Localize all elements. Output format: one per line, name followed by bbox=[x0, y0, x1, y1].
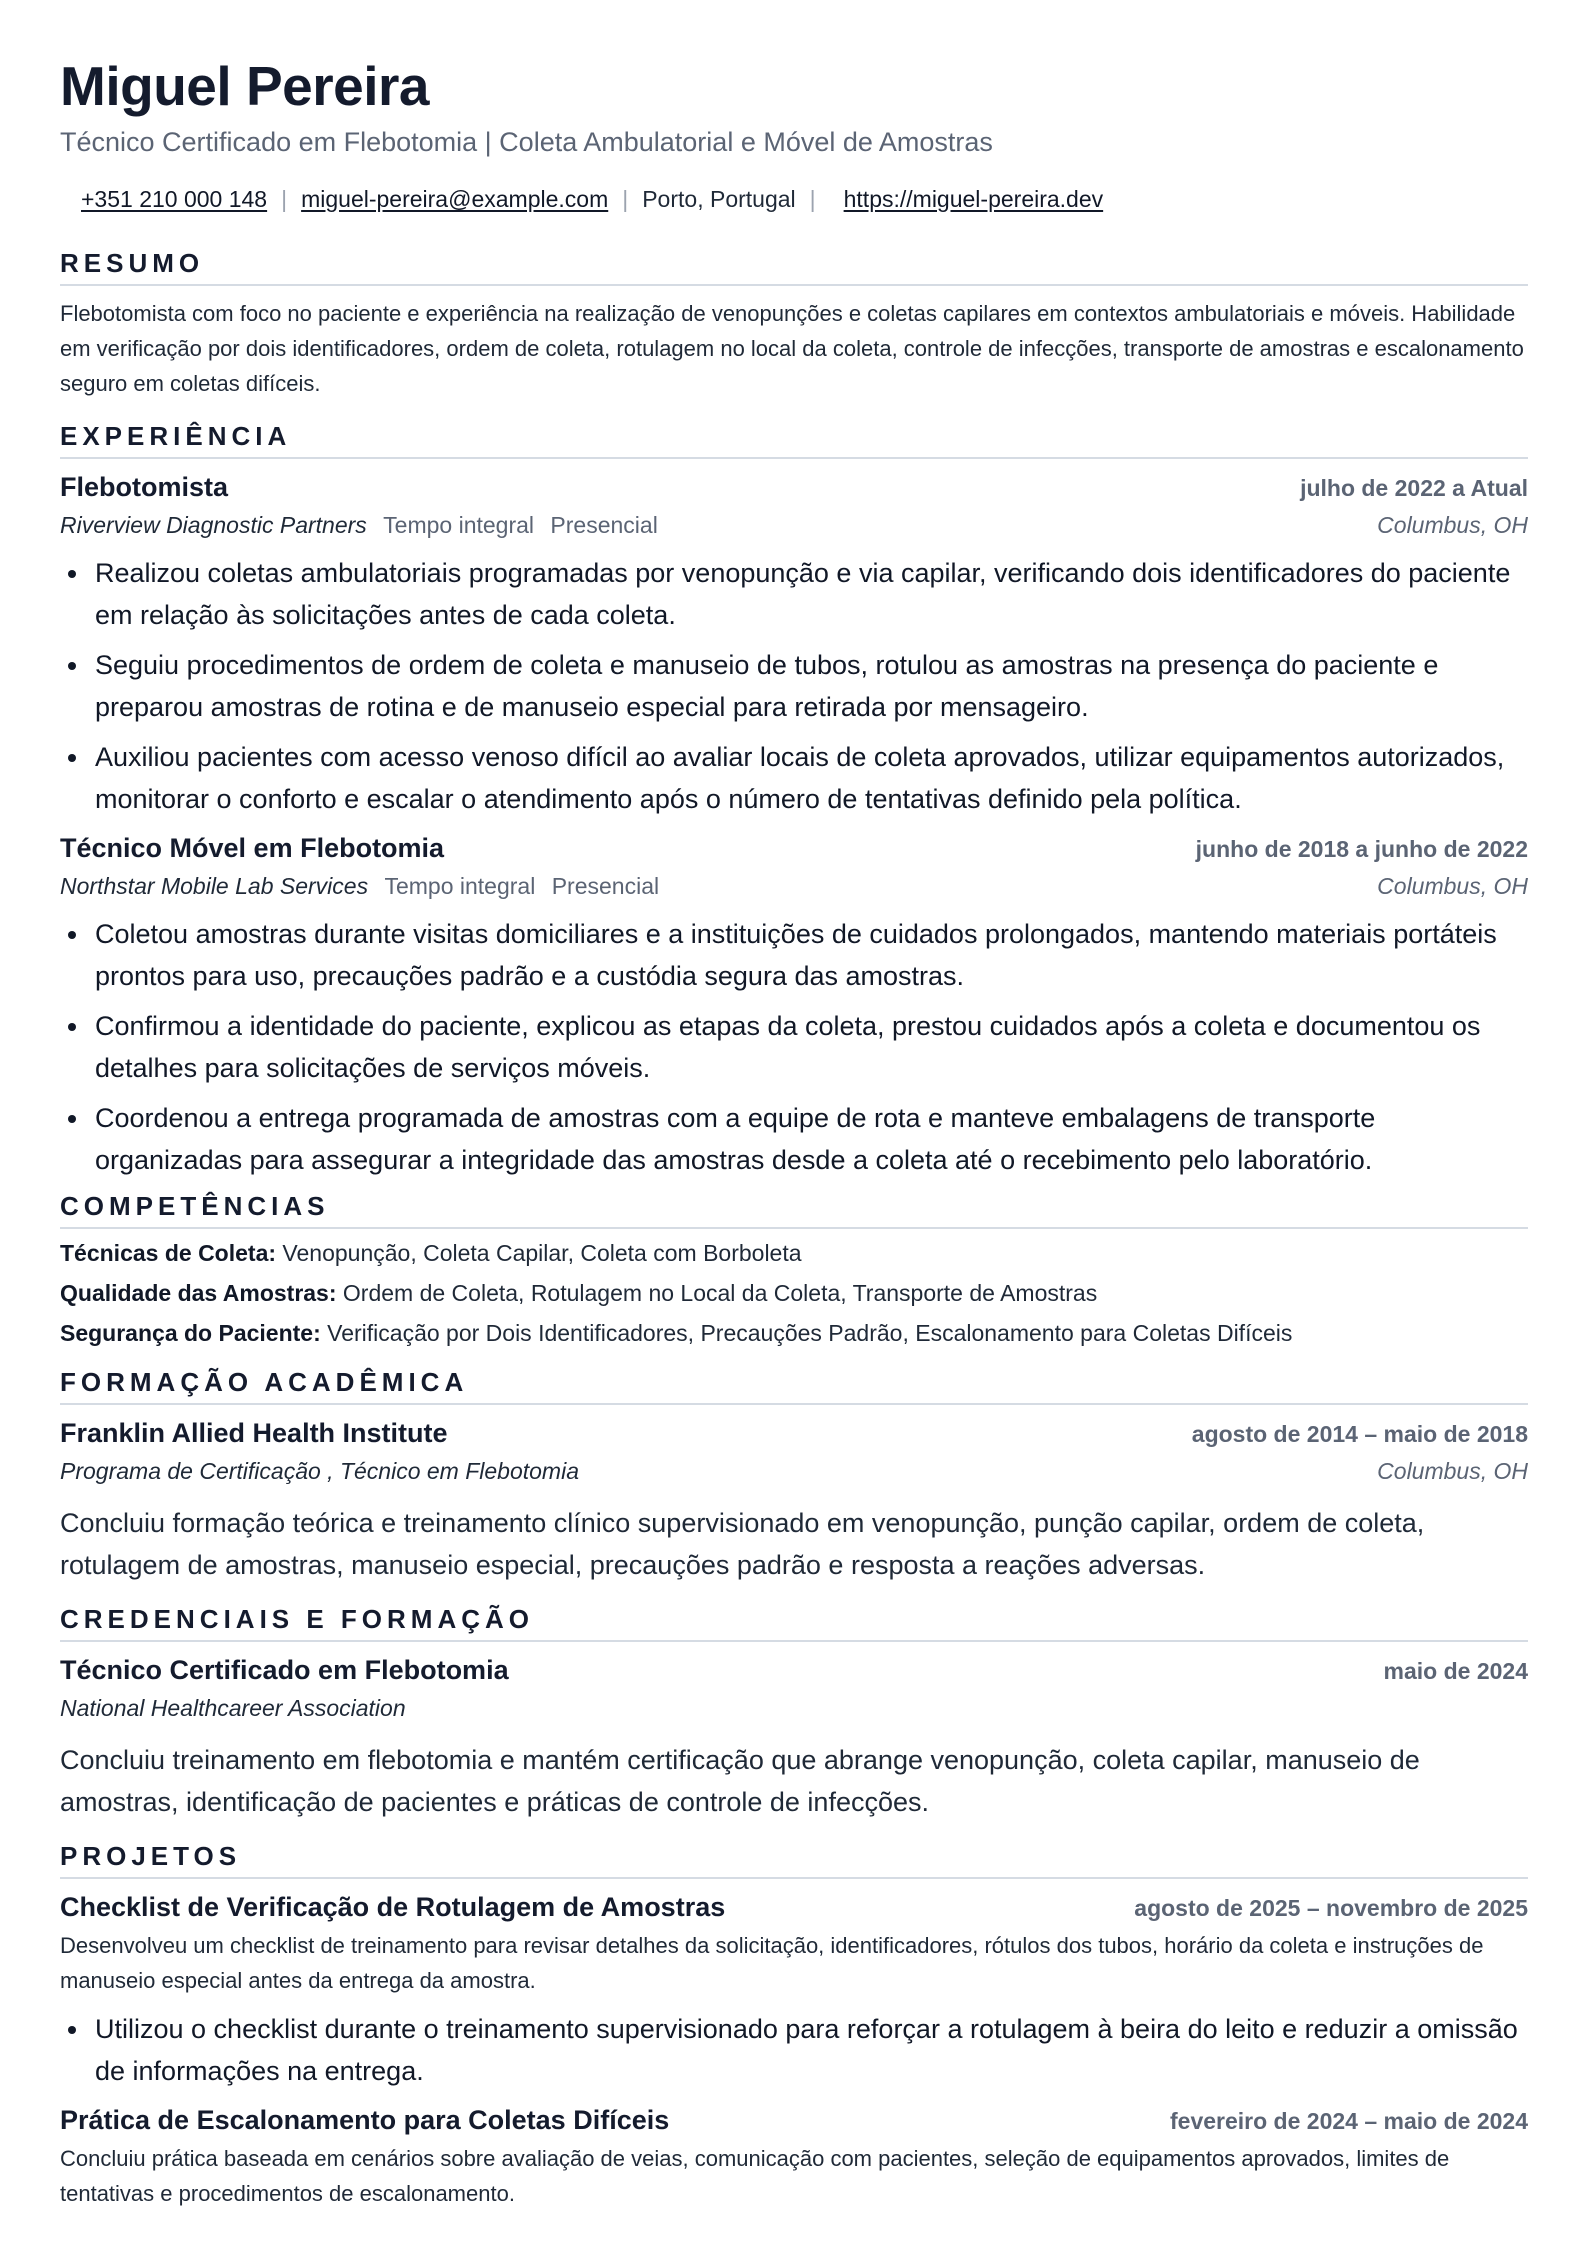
skill-row bbox=[60, 1233, 1528, 1273]
section-title-experience: EXPERIÊNCIA bbox=[60, 419, 1528, 459]
section-title-summary: RESUMO bbox=[60, 246, 1528, 286]
job-title: Flebotomista bbox=[60, 472, 229, 502]
website-link[interactable]: https://miguel-pereira.dev bbox=[843, 186, 1104, 212]
project-description: Concluiu prática baseada em cenários sobre avaliação de veias, comunicação com pacientes, seleção de equipamentos aprovados, limites de tentativas e procedimentos de escalonamento. bbox=[60, 2146, 1450, 2206]
contact-separator: | bbox=[809, 186, 816, 212]
skill-row bbox=[60, 1313, 1528, 1353]
work-mode: Presencial bbox=[551, 873, 660, 899]
candidate-name: Miguel Pereira bbox=[60, 55, 429, 117]
credential-issuer: National Healthcareer Association bbox=[60, 1695, 406, 1721]
employer-name: Riverview Diagnostic Partners bbox=[60, 512, 367, 538]
contact-separator: | bbox=[622, 186, 629, 212]
section-title-projects: PROJETOS bbox=[60, 1839, 1528, 1879]
skill-value: Venopunção, Coleta Capilar, Coleta com Borboleta bbox=[282, 1240, 802, 1266]
job-date: junho de 2018 a junho de 2022 bbox=[1195, 836, 1528, 862]
skill-row bbox=[60, 1273, 1528, 1313]
list-item: Coordenou a entrega programada de amostras com a equipe de rota e manteve embalagens de transporte organizadas para assegurar a integridade das amostras desde a coleta até o recebimento pelo laboratório. bbox=[60, 1097, 1528, 1181]
education-section bbox=[60, 1365, 1528, 1586]
job-bullets bbox=[60, 913, 1528, 1181]
job-date: julho de 2022 a Atual bbox=[1300, 475, 1528, 501]
work-mode: Presencial bbox=[550, 512, 658, 538]
location-text: Porto, Portugal bbox=[642, 186, 796, 212]
project-date: fevereiro de 2024 – maio de 2024 bbox=[1170, 2108, 1528, 2134]
program-name: Programa de Certificação , Técnico em Flebotomia bbox=[60, 1458, 579, 1484]
phone-link[interactable]: +351 210 000 148 bbox=[81, 186, 268, 212]
project-name: Prática de Escalonamento para Coletas Difíceis bbox=[60, 2105, 670, 2135]
project-bullets bbox=[60, 2008, 1528, 2092]
projects-section bbox=[60, 1839, 1528, 2211]
list-item: Coletou amostras durante visitas domiciliares e a instituições de cuidados prolongados, mantendo materiais portáteis prontos para uso, precauções padrão e a custódia segura das amostras. bbox=[60, 913, 1528, 997]
list-item: Confirmou a identidade do paciente, explicou as etapas da coleta, prestou cuidados após a coleta e documentou os detalhes para solicitações de serviços móveis. bbox=[60, 1005, 1528, 1089]
skill-value: Verificação por Dois Identificadores, Precauções Padrão, Escalonamento para Coletas Difíceis bbox=[327, 1320, 1293, 1346]
school-name: Franklin Allied Health Institute bbox=[60, 1418, 448, 1448]
employer-name: Northstar Mobile Lab Services bbox=[60, 873, 369, 899]
skill-value: Ordem de Coleta, Rotulagem no Local da Coleta, Transporte de Amostras bbox=[342, 1280, 1098, 1306]
job-title: Técnico Móvel em Flebotomia bbox=[60, 833, 445, 863]
list-item: Utilizou o checklist durante o treinamento supervisionado para reforçar a rotulagem à beira do leito e reduzir a omissão de informações na entrega. bbox=[60, 2008, 1528, 2092]
skill-label: Segurança do Paciente: bbox=[60, 1320, 321, 1346]
experience-entry bbox=[60, 828, 1528, 1181]
credential-date: maio de 2024 bbox=[1383, 1658, 1528, 1684]
contact-separator: | bbox=[281, 186, 288, 212]
employment-type: Tempo integral bbox=[384, 873, 536, 899]
project-entry bbox=[60, 1887, 1528, 2092]
section-title-skills: COMPETÊNCIAS bbox=[60, 1189, 1528, 1229]
list-item: Auxiliou pacientes com acesso venoso difícil ao avaliar locais de coleta aprovados, utilizar equipamentos autorizados, monitorar o conforto e escalar o atendimento após o número de tentativas definido pela política. bbox=[60, 736, 1528, 820]
credential-name: Técnico Certificado em Flebotomia bbox=[60, 1655, 509, 1685]
education-description: Concluiu formação teórica e treinamento clínico supervisionado em venopunção, punção capilar, ordem de coleta, rotulagem de amostras, manuseio especial, precauções padrão e resposta a reações adversas. bbox=[60, 1508, 1425, 1580]
credential-description: Concluiu treinamento em flebotomia e mantém certificação que abrange venopunção, coleta capilar, manuseio de amostras, identificação de pacientes e práticas de controle de infecções. bbox=[60, 1745, 1420, 1817]
section-title-credentials: CREDENCIAIS E FORMAÇÃO bbox=[60, 1602, 1528, 1642]
list-item: Realizou coletas ambulatoriais programadas por venopunção e via capilar, verificando dois identificadores do paciente em relação às solicitações antes de cada coleta. bbox=[60, 552, 1528, 636]
job-bullets bbox=[60, 552, 1528, 820]
job-location: Columbus, OH bbox=[1377, 873, 1528, 899]
candidate-headline: Técnico Certificado em Flebotomia | Coleta Ambulatorial e Móvel de Amostras bbox=[60, 127, 993, 157]
experience-entry bbox=[60, 467, 1528, 820]
section-title-education: FORMAÇÃO ACADÊMICA bbox=[60, 1365, 1528, 1405]
skill-label: Qualidade das Amostras: bbox=[60, 1280, 337, 1306]
email-link[interactable]: miguel-pereira@example.com bbox=[301, 186, 609, 212]
resume-header bbox=[60, 52, 1528, 216]
experience-section bbox=[60, 419, 1528, 1181]
job-location: Columbus, OH bbox=[1377, 512, 1528, 538]
summary-section bbox=[60, 246, 1528, 401]
credentials-section bbox=[60, 1602, 1528, 1823]
employment-type: Tempo integral bbox=[383, 512, 535, 538]
list-item: Seguiu procedimentos de ordem de coleta e manuseio de tubos, rotulou as amostras na presença do paciente e preparou amostras de rotina e de manuseio especial para retirada por mensageiro. bbox=[60, 644, 1528, 728]
skill-label: Técnicas de Coleta: bbox=[60, 1240, 277, 1266]
skills-section bbox=[60, 1189, 1528, 1353]
education-location: Columbus, OH bbox=[1377, 1458, 1528, 1484]
project-name: Checklist de Verificação de Rotulagem de Amostras bbox=[60, 1892, 726, 1922]
project-date: agosto de 2025 – novembro de 2025 bbox=[1134, 1895, 1528, 1921]
contact-bar bbox=[60, 182, 1528, 216]
project-description: Desenvolveu um checklist de treinamento para revisar detalhes da solicitação, identificadores, rótulos dos tubos, horário da coleta e instruções de manuseio especial antes da entrega da amostra. bbox=[60, 1933, 1484, 1993]
summary-text: Flebotomista com foco no paciente e experiência na realização de venopunções e coletas capilares em contextos ambulatoriais e móveis. Habilidade em verificação por dois identificadores, ordem de coleta, rotulagem no local da coleta, controle de infecções, transporte de amostras e escalonamento seguro em coletas difíceis. bbox=[60, 301, 1524, 396]
project-entry bbox=[60, 2100, 1528, 2211]
education-date: agosto de 2014 – maio de 2018 bbox=[1191, 1421, 1528, 1447]
